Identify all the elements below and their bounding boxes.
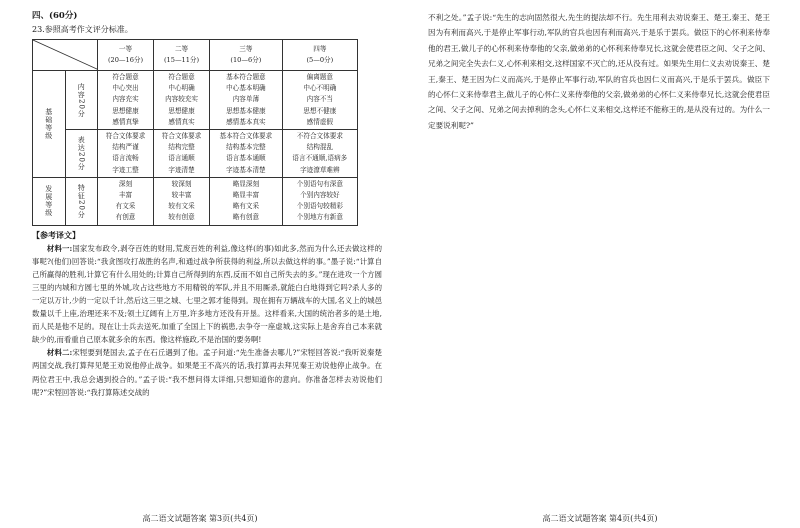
table-row-content [33,71,358,130]
table-header-row [33,40,358,71]
header-grade-3-range: (10—6分) [230,56,262,64]
question-23: 23.参照高考作文评分标准。 [32,25,133,34]
material-1-label: 材料一: [46,243,73,253]
cell-content-grade-3: 基本符合题意 中心基本明确 内容单薄 思想基本健康 感情基本真实 [210,71,283,130]
material-2-text: 宋牼要到楚国去,孟子在石丘遇到了他。孟子问道:“先生准备去哪儿?”宋牼回答说:“我听说秦楚两国交战,我打算拜见楚王劝说他停止战争。如果楚王不高兴的话,我打算再去拜见秦王劝说他停止战争。在两位君王中,我总会遇到投合的。”孟子说:“我不想问得太详细,只想知道你的意向。你准备怎样去劝说他们呢?”宋牼回答说:“我打算陈述交战的 [32,348,382,397]
header-grade-3-name: 三等 [239,45,253,53]
footer-left: 高二语文试题答案 第3页(共4页) [142,514,258,523]
cell-content-grade-4: 偏离题意 中心不明确 内容不当 思想不健康 感情虚假 [282,71,357,130]
table-row-expression [33,130,358,178]
cell-content-grade-1: 符合题意 中心突出 内容充实 思想健康 感情真挚 [98,71,154,130]
cell-features-grade-3: 略显深刻 略显丰富 略有文采 略有创意 [210,177,283,225]
cell-expression-grade-4: 不符合文体要求 结构混乱 语言不通顺,语病多 字迹潦草难辨 [282,130,357,178]
material-1-paragraph [32,242,382,347]
group-label-development: 发展等级 [33,177,66,225]
table-row-features [33,177,358,225]
right-page [400,0,800,528]
right-translation-text: 不利之处。”孟子说:“先生的志向固然很大,先生的提法却不行。先生用利去劝说秦王、楚王,秦王、楚王因为有利而高兴,于是停止军事行动,军队的官兵也因有利而高兴,于是乐于罢兵。做臣下的心怀利来侍奉他的君王,做儿子的心怀利来侍奉他的父亲,做弟弟的心怀利来侍奉兄长,这就会使君臣之间、父子之间、兄弟之间完全失去仁义,心怀利来相交,这样国家不灭亡的,还从没有过。如果先生用仁义去劝说秦王、楚王,秦王、楚王因为仁义而高兴,于是停止军事行动,军队的官兵也因仁义而高兴,于是乐于罢兵。做臣下的心怀仁义来侍奉君主,做儿子的心怀仁义来侍奉他的父亲,做弟弟的心怀仁义来侍奉兄长,这就会使君臣之间、父子之间、兄弟之间去掉利的念头,心怀仁义来相交,这样还不能称王的,是从没有过的。为什么一定要说利呢?” [428,13,770,130]
header-grade-4 [282,40,357,71]
header-grade-3 [210,40,283,71]
header-grade-2 [154,40,210,71]
header-grade-4-name: 四等 [313,45,327,53]
grading-table [32,39,358,226]
footer-right: 高二语文试题答案 第4页(共4页) [542,514,658,523]
header-grade-4-range: (5—0分) [306,56,334,64]
cell-expression-grade-1: 符合文体要求 结构严谨 语言流畅 字迹工整 [98,130,154,178]
reference-translation-title: 【参考译文】 [32,229,80,240]
header-grade-1-name: 一等 [118,45,133,53]
sub-label-features: 特征20分 [65,177,98,225]
header-grade-1 [98,40,154,71]
header-grade-1-range: (20—16分) [107,56,144,64]
section-title: 四、(60分) [32,11,78,21]
table-corner-cell [33,40,98,71]
diagonal-line [33,40,98,70]
header-grade-2-range: (15—11分) [163,56,200,64]
cell-expression-grade-3: 基本符合文体要求 结构基本完整 语言基本通顺 字迹基本清楚 [210,130,283,178]
material-2-paragraph [32,346,382,398]
cell-expression-grade-2: 符合文体要求 结构完整 语言通顺 字迹清楚 [154,130,210,178]
material-2-label: 材料二: [46,348,73,358]
cell-features-grade-4: 个别语句有深意 个别内容较好 个别语句较精彩 个别地方有新意 [282,177,357,225]
material-1-text: 国家发布政令,剥夺百姓的财用,荒废百姓的利益,像这样(的事)如此多,然而为什么还去做这样的事呢?(他们)回答说:“我贪图攻打战胜的名声,和通过战争所获得的利益,所以去做这样的事。”墨子说:“计算自己所赢得的胜利,计算它有什么用处的;计算自己所得到的东西,反而不如自己所失去的多。”现在进攻一个方圆三里的内城和方圆七里的外城,攻占这些地方不用精锐的军队,并且不用厮杀,就能白白地得到它吗?杀人多的一定以万计,少的一定以千计,然后这三里之城、七里之郭才能得到。现在拥有万辆战车的大国,名义上的城邑数量以千上座,治理还来不及;领土辽阔有上万里,许多地方还没有开垦。这样看来,大国的统治者多的是土地,而人民是他不足的。现在让士兵去送死,加重了全国上下的祸患,去争夺一座虚城,这实际上是舍弃自己本来就缺少的,而看重自己原本就多余的东西。像这样施政,不是治国的要务啊! [32,243,382,345]
sub-label-content: 内容20分 [65,71,98,130]
sub-label-expression: 表达20分 [65,130,98,178]
cell-features-grade-2: 较深刻 较丰富 较有文采 较有创意 [154,177,210,225]
group-label-basic: 基础等级 [33,71,66,178]
cell-features-grade-1: 深刻 丰富 有文采 有创意 [98,177,154,225]
cell-content-grade-2: 符合题意 中心明确 内容较充实 思想健康 感情真实 [154,71,210,130]
header-grade-2-name: 二等 [174,45,189,53]
